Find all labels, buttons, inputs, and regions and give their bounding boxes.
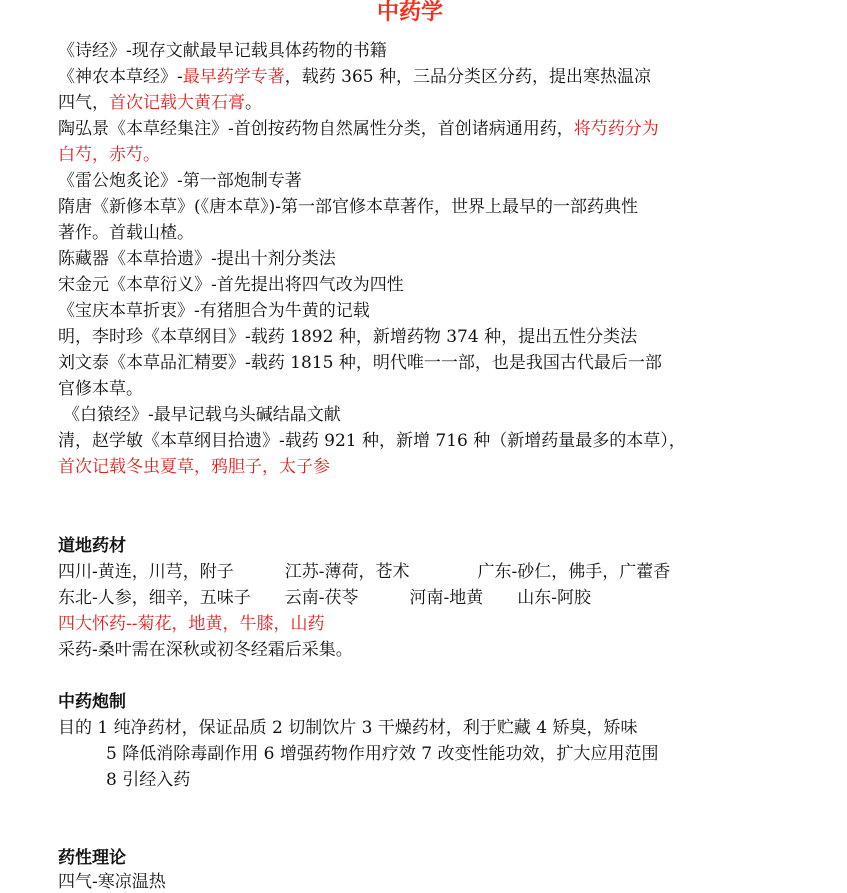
page-title: 中药学 (376, 0, 443, 25)
paozhi-line-3: 8 引经入药 (106, 770, 191, 790)
history-line-4 (58, 118, 659, 140)
yaoxing-line-1: 四气-寒凉温热 (58, 872, 166, 892)
text-segment: 四气， (58, 93, 109, 113)
section-heading-paozhi: 中药炮制 (58, 692, 126, 712)
history-line-5: 白芍，赤芍。 (58, 145, 160, 165)
section-heading-daodi: 道地药材 (58, 536, 126, 556)
paozhi-line-1: 目的 1 纯净药材，保证品质 2 切制饮片 3 干燥药材，利于贮藏 4 矫臭，矫味 (58, 718, 638, 738)
history-line-6: 《雷公炮炙论》-第一部炮制专著 (58, 171, 302, 191)
history-line-16: 清，赵学敏《本草纲目拾遗》-载药 921 种，新增 716 种（新增药量最多的本草）， (58, 431, 686, 451)
daodi-line-3: 四大怀药--菊花，地黄，牛膝，山药 (58, 614, 325, 634)
history-line-9: 陈藏器《本草拾遗》-提出十剂分类法 (58, 249, 336, 269)
history-line-7: 隋唐《新修本草》(《唐本草》)-第一部官修本草著作，世界上最早的一部药典性 (58, 197, 639, 217)
history-line-2 (58, 66, 651, 88)
highlight-text: 最早药学专著 (182, 67, 285, 87)
section-heading-yaoxing: 药性理论 (58, 848, 126, 868)
history-line-17: 首次记载冬虫夏草，鸦胆子，太子参 (58, 457, 330, 477)
text-segment: 陶弘景《本草经集注》-首创按药物自然属性分类，首创诸病通用药， (58, 119, 574, 139)
history-line-3 (58, 92, 262, 114)
history-line-10: 宋金元《本草衍义》-首先提出将四气改为四性 (58, 275, 404, 295)
highlight-text: 首次记载大黄石膏 (109, 93, 245, 113)
history-line-14: 官修本草。 (58, 379, 143, 399)
daodi-line-1: 四川-黄连，川芎，附子 江苏-薄荷，苍术 广东-砂仁，佛手，广藿香 (58, 562, 671, 582)
highlight-text: 将芍药分为 (573, 119, 659, 139)
history-line-15: 《白猿经》-最早记载乌头碱结晶文献 (63, 405, 341, 425)
history-line-13: 刘文泰《本草品汇精要》-载药 1815 种，明代唯一一部，也是我国古代最后一部 (58, 353, 662, 373)
daodi-line-4: 采药-桑叶需在深秋或初冬经霜后采集。 (58, 640, 353, 660)
paozhi-line-2: 5 降低消除毒副作用 6 增强药物作用疗效 7 改变性能功效，扩大应用范围 (106, 744, 659, 764)
text-segment: 《神农本草经》- (58, 67, 183, 87)
history-line-11: 《宝庆本草折衷》-有猪胆合为牛黄的记载 (58, 301, 370, 321)
history-line-8: 著作。首载山楂。 (58, 223, 194, 243)
history-line-1: 《诗经》-现存文献最早记载具体药物的书籍 (58, 41, 387, 61)
history-line-12: 明，李时珍《本草纲目》-载药 1892 种，新增药物 374 种，提出五性分类法 (58, 327, 638, 347)
text-segment: ，载药 365 种，三品分类区分药，提出寒热温凉 (284, 67, 652, 87)
daodi-line-2: 东北-人参，细辛，五味子 云南-茯苓 河南-地黄 山东-阿胶 (58, 588, 591, 608)
text-segment: 。 (245, 93, 262, 113)
